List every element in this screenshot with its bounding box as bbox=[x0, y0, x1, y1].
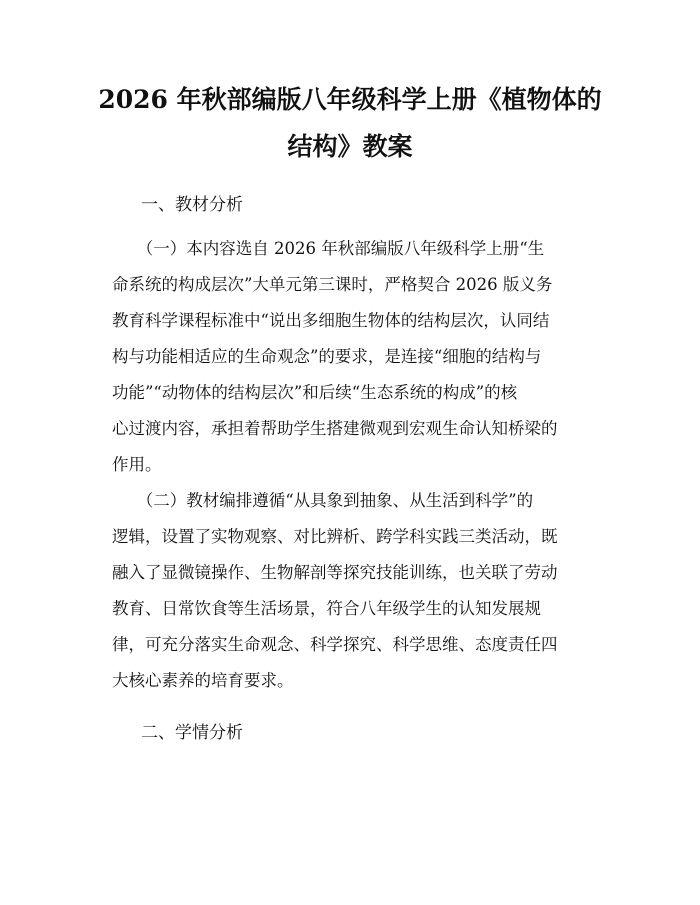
document-title-line-2: 结构》教案 bbox=[287, 132, 413, 161]
paragraph-line: （一）本内容选自 2026 年秋部编版八年级科学上册“生 bbox=[112, 239, 545, 258]
paragraph-line: 逻辑，设置了实物观察、对比辨析、跨学科实践三类活动，既 bbox=[112, 527, 558, 546]
paragraph-line: 大核心素养的培育要求。 bbox=[112, 671, 294, 690]
section-heading-textbook-analysis: 一、教材分析 bbox=[141, 195, 243, 215]
paragraph-line: 教育科学课程标准中“说出多细胞生物体的结构层次，认同结 bbox=[112, 311, 550, 330]
paragraph-line: 功能”“动物体的结构层次”和后续“生态系统的构成”的核 bbox=[112, 383, 518, 402]
paragraph-textbook-analysis-2 bbox=[112, 483, 588, 699]
paragraph-line: 教育、日常饮食等生活场景，符合八年级学生的认知发展规 bbox=[112, 599, 541, 618]
paragraph-line: （二）教材编排遵循“从具象到抽象、从生活到科学”的 bbox=[112, 491, 534, 510]
document-title-line-1: 2026 年秋部编版八年级科学上册《植物体的 bbox=[98, 85, 602, 114]
paragraph-line: 作用。 bbox=[112, 455, 162, 474]
paragraph-line: 心过渡内容，承担着帮助学生搭建微观到宏观生命认知桥梁的 bbox=[112, 419, 558, 438]
paragraph-line: 融入了显微镜操作、生物解剖等探究技能训练，也关联了劳动 bbox=[112, 563, 558, 582]
paragraph-line: 律，可充分落实生命观念、科学探究、科学思维、态度责任四 bbox=[112, 635, 558, 654]
section-heading-student-analysis: 二、学情分析 bbox=[141, 723, 243, 743]
paragraph-line: 命系统的构成层次”大单元第三课时，严格契合 2026 版义务 bbox=[112, 275, 553, 294]
paragraph-textbook-analysis-1 bbox=[112, 231, 588, 483]
paragraph-line: 构与功能相适应的生命观念”的要求，是连接“细胞的结构与 bbox=[112, 347, 542, 366]
